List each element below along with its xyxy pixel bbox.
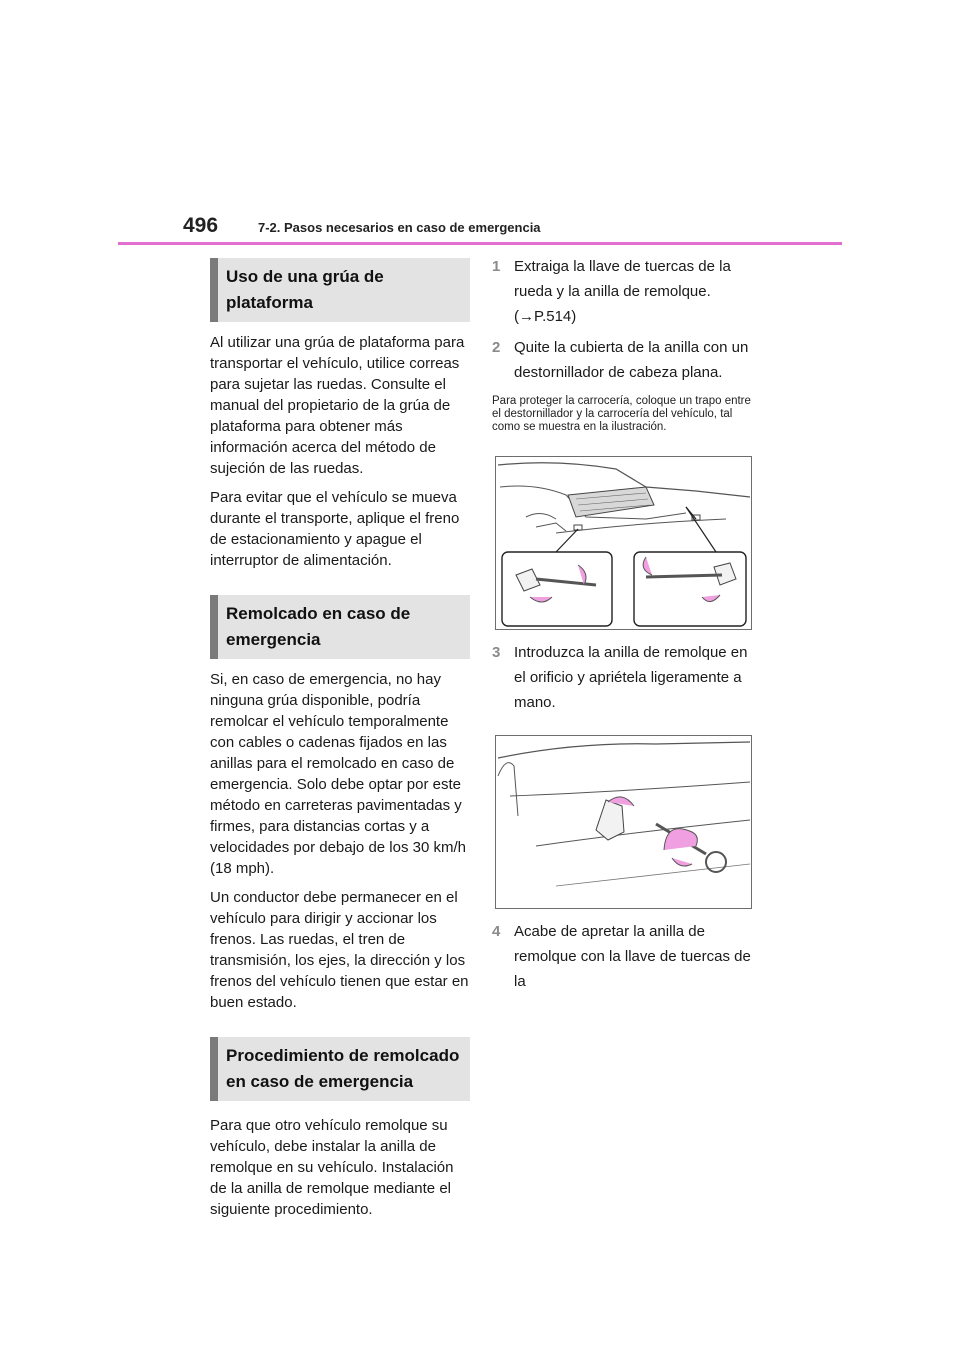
step-1 — [492, 254, 757, 329]
step-text: Acabe de apretar la anilla de remolque con la llave de tuercas de la — [514, 923, 751, 990]
hook-insert-drawing — [496, 736, 751, 908]
section-heading-towing-procedure: Procedimiento de remolcado en caso de emergencia — [210, 1037, 470, 1101]
illustration-remove-cover — [495, 456, 752, 630]
step-text: Extraiga la llave de tuercas de la rueda y la anilla de remolque. (→P.514) — [514, 258, 731, 325]
paragraph-flatbed-2: Para evitar que el vehículo se mueva durante el transporte, aplique el freno de estacionamiento y apague el interruptor de alimentación. — [210, 489, 460, 569]
step-number: 2 — [492, 339, 501, 356]
paragraph-emergency-1: Si, en caso de emergencia, no hay ninguna grúa disponible, podría remolcar el vehículo temporalmente con cables o cadenas fijados en las anillas para el remolcado en caso de emergencia. Solo debe optar por este método en carreteras pavimentadas y firmes, para distancias cortas y a velocidades por debajo de los 30 km/h (18 mph). — [210, 671, 466, 877]
step-3 — [492, 640, 757, 715]
step-text: Introduzca la anilla de remolque en el orificio y apriétela ligeramente a mano. — [514, 644, 748, 711]
step-text: Quite la cubierta de la anilla con un destornillador de cabeza plana. — [514, 339, 749, 381]
header-rule — [118, 242, 842, 245]
illustration-insert-hook — [495, 735, 752, 909]
paragraph-procedure-1: Para que otro vehículo remolque su vehículo, debe instalar la anilla de remolque en su vehículo. Instalación de la anilla de remolque mediante el siguiente procedimiento. — [210, 1117, 454, 1218]
step-number: 4 — [492, 923, 501, 940]
paragraph-emergency-2: Un conductor debe permanecer en el vehículo para dirigir y accionar los frenos. Las ruedas, el tren de transmisión, los ejes, la dirección y los frenos del vehículo tienen que estar en buen estado. — [210, 889, 469, 1011]
note-protect-body: Para proteger la carrocería, coloque un trapo entre el destornillador y la carrocería del vehículo, tal como se muestra en la ilustración. — [492, 395, 751, 433]
chapter-title: 7-2. Pasos necesarios en caso de emergencia — [258, 220, 541, 235]
left-column — [210, 258, 472, 1220]
section-heading-flatbed: Uso de una grúa de plataforma — [210, 258, 470, 322]
cover-removal-drawing — [496, 457, 751, 629]
step-4 — [492, 919, 757, 994]
right-column — [492, 254, 757, 994]
step-number: 3 — [492, 644, 501, 661]
step-2 — [492, 335, 757, 385]
step-number: 1 — [492, 258, 501, 275]
paragraph-flatbed-1: Al utilizar una grúa de plataforma para transportar el vehículo, utilice correas para sujetar las ruedas. Consulte el manual del propietario de la grúa de plataforma para obtener más información acerca del método de sujeción de las ruedas. — [210, 334, 465, 477]
page-number: 496 — [183, 214, 219, 237]
section-heading-emergency-towing: Remolcado en caso de emergencia — [210, 595, 470, 659]
